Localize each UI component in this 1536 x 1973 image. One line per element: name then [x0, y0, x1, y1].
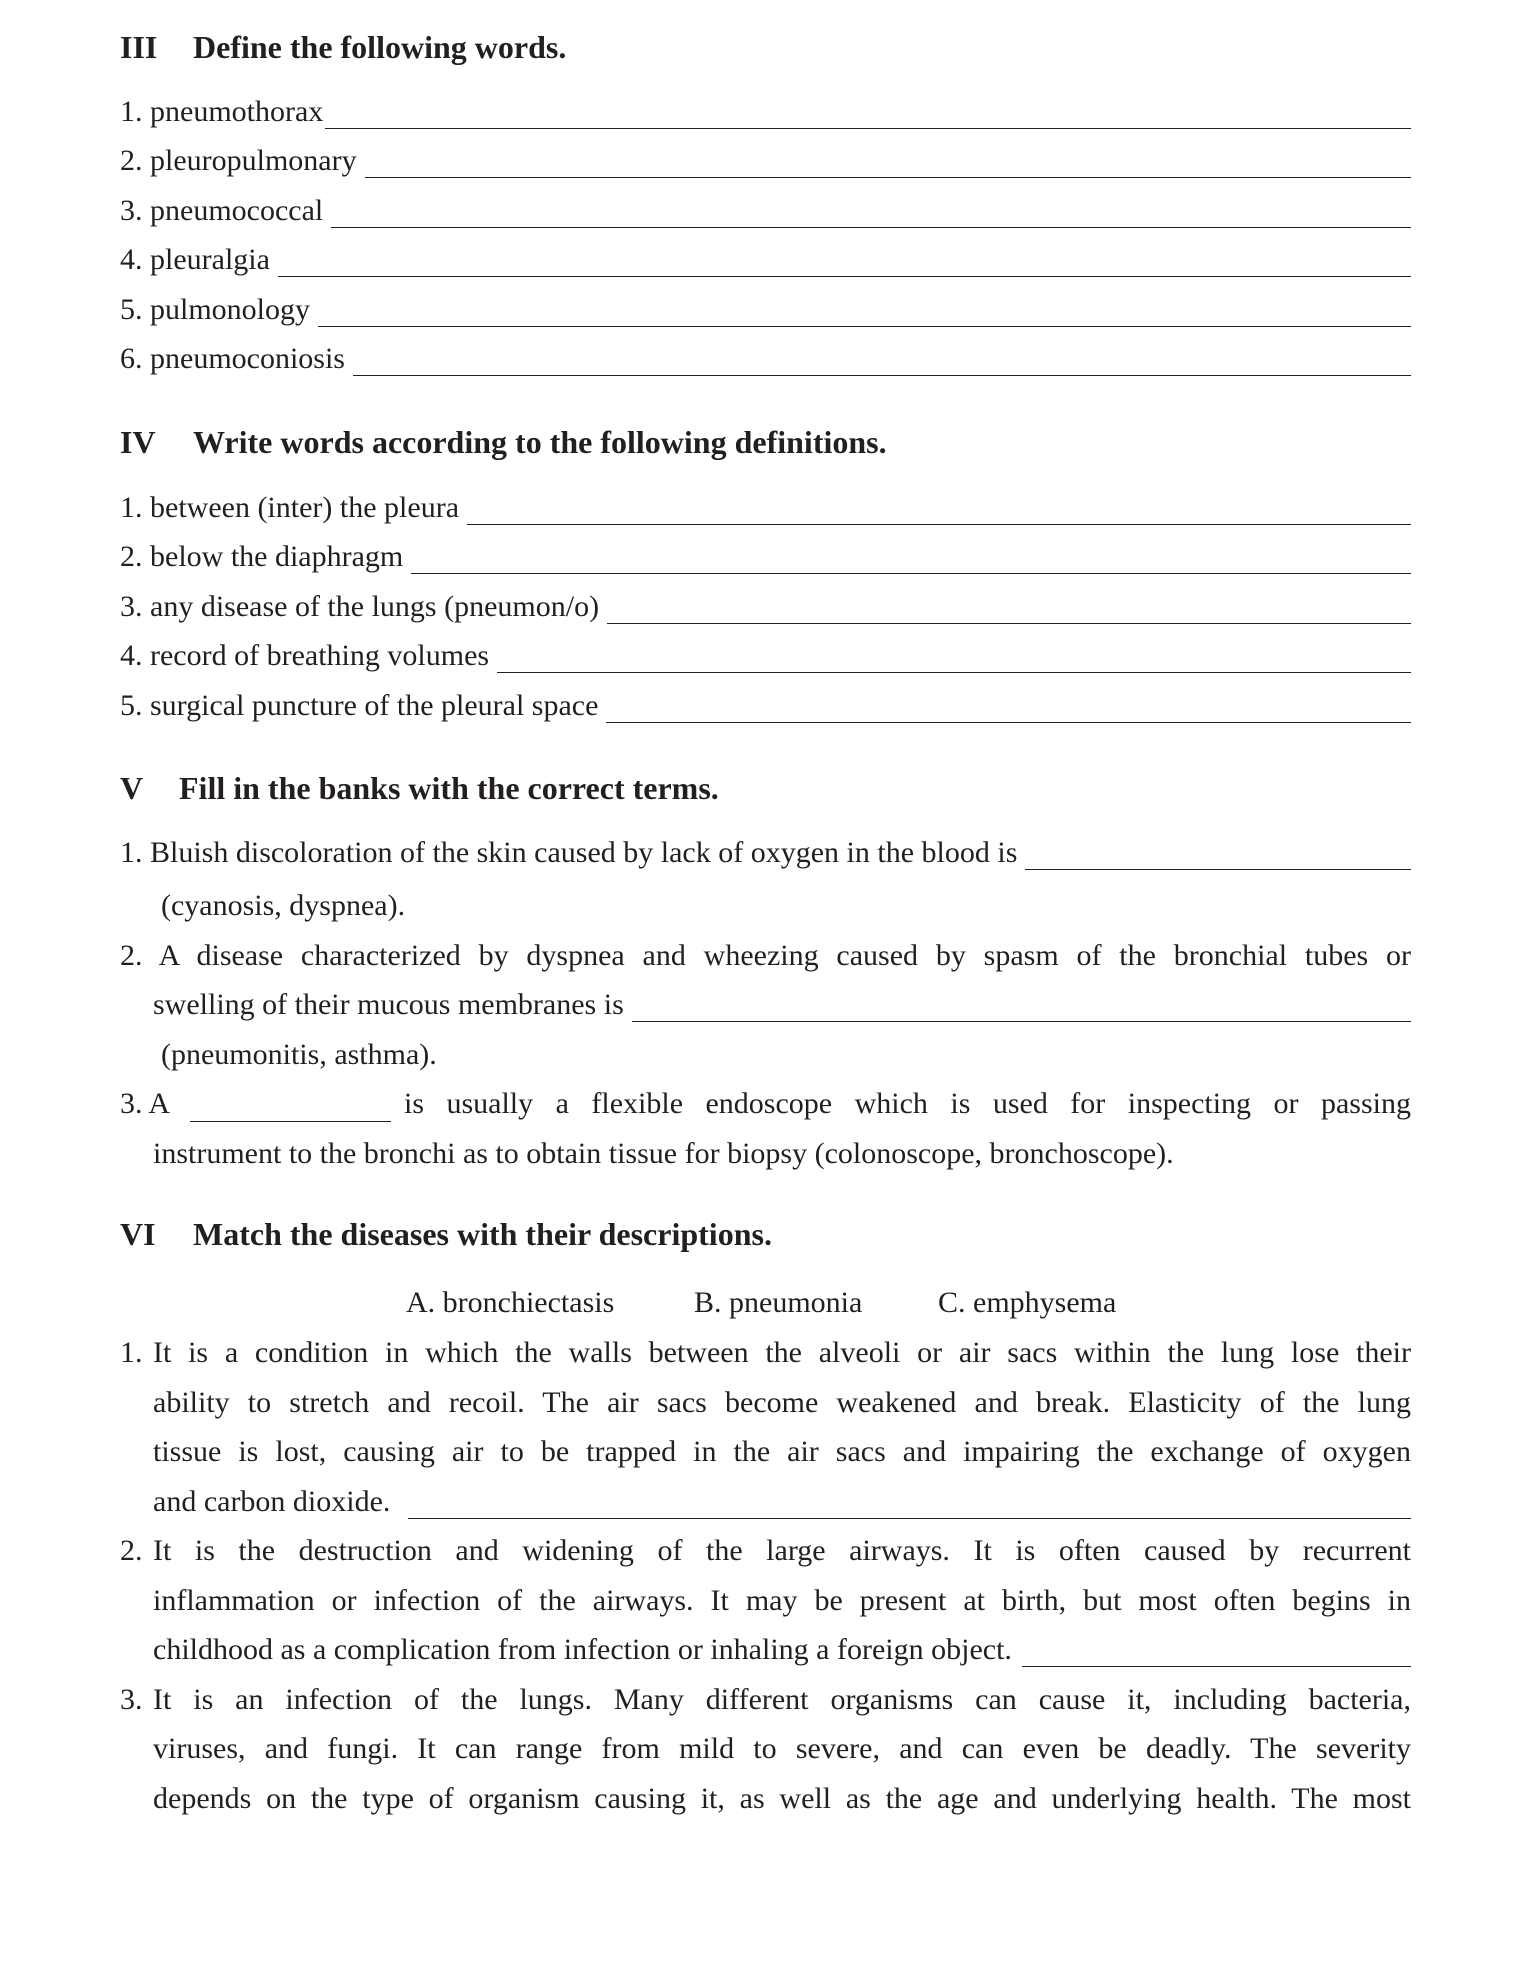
- section-v-number: V: [120, 770, 144, 806]
- fill-question-3-line-1: is usually a flexible endoscope which is used for inspecting or passing: [404, 1087, 1411, 1120]
- fill-question-3-number: 3. A: [120, 1087, 171, 1120]
- match-question-1-number: 1.: [120, 1336, 143, 1369]
- section-v-heading: [120, 768, 1420, 808]
- match-question-1-line-3: tissue is lost, causing air to be trapped in the air sacs and impairing the exchange of oxygen: [153, 1435, 1411, 1468]
- define-item-1: [120, 96, 1411, 136]
- section-iv-number: IV: [120, 424, 156, 460]
- define-item-1-label: 1. pneumothorax: [120, 95, 324, 128]
- define-item-3: [120, 195, 1411, 235]
- fill-question-2-text: swelling of their mucous membranes is: [153, 988, 624, 1021]
- define-item-4-label: 4. pleuralgia: [120, 243, 270, 276]
- section-iii-heading: [120, 27, 1420, 67]
- match-question-2-last: childhood as a complication from infection or inhaling a foreign object.: [153, 1633, 1012, 1666]
- match-option-a: A. bronchiectasis: [406, 1286, 615, 1319]
- match-question-1-last: and carbon dioxide.: [153, 1485, 391, 1518]
- definition-item-5-blank[interactable]: [606, 692, 1411, 723]
- define-item-3-label: 3. pneumococcal: [120, 194, 324, 227]
- match-question-2-blank[interactable]: [1022, 1636, 1411, 1667]
- section-iv-title: Write words according to the following definitions.: [193, 424, 887, 460]
- define-item-6-blank[interactable]: [353, 345, 1411, 376]
- definition-item-1-label: 1. between (inter) the pleura: [120, 491, 460, 524]
- define-item-3-blank[interactable]: [331, 197, 1411, 228]
- match-question-3-line-3: depends on the type of organism causing it, as well as the age and underlying health. The most: [153, 1782, 1411, 1815]
- define-item-2: [120, 145, 1411, 185]
- section-iv-heading: [120, 422, 1420, 462]
- match-question-1-line-1: It is a condition in which the walls between the alveoli or air sacs within the lung lose their: [153, 1336, 1411, 1369]
- match-question-1-line-4: [153, 1482, 1411, 1526]
- definition-item-4-label: 4. record of breathing volumes: [120, 639, 490, 672]
- definition-item-5-label: 5. surgical puncture of the pleural space: [120, 689, 599, 722]
- fill-question-2-choices: (pneumonitis, asthma).: [161, 1038, 437, 1071]
- define-item-5: [120, 294, 1411, 334]
- match-option-c: C. emphysema: [938, 1286, 1117, 1319]
- fill-question-1-text: 1. Bluish discoloration of the skin caused by lack of oxygen in the blood is: [120, 836, 1018, 869]
- match-question-2-line-2: inflammation or infection of the airways. It may be present at birth, but most often begins in: [153, 1584, 1411, 1617]
- section-iii-number: III: [120, 29, 158, 65]
- match-question-3-line-1: It is an infection of the lungs. Many different organisms can cause it, including bacteria,: [153, 1683, 1411, 1716]
- definition-item-2: [120, 541, 1411, 581]
- definition-item-4-blank[interactable]: [497, 642, 1411, 673]
- fill-question-1-choices: (cyanosis, dyspnea).: [161, 889, 406, 922]
- section-vi-heading: [120, 1214, 1420, 1254]
- define-item-5-label: 5. pulmonology: [120, 293, 311, 326]
- match-question-2-line-1: It is the destruction and widening of the large airways. It is often caused by recurrent: [153, 1534, 1411, 1567]
- section-v-title: Fill in the banks with the correct terms.: [179, 770, 719, 806]
- define-item-1-blank[interactable]: [325, 98, 1411, 129]
- define-item-2-label: 2. pleuropulmonary: [120, 144, 357, 177]
- define-item-5-blank[interactable]: [318, 296, 1411, 327]
- definition-item-2-label: 2. below the diaphragm: [120, 540, 404, 573]
- fill-question-2-blank[interactable]: [632, 991, 1411, 1022]
- definition-item-3: [120, 591, 1411, 631]
- match-option-b: B. pneumonia: [694, 1286, 863, 1319]
- definition-item-1-blank[interactable]: [467, 494, 1411, 525]
- match-question-2-line-3: [153, 1630, 1411, 1674]
- match-question-3-line-2: viruses, and fungi. It can range from mild to severe, and can even be deadly. The severity: [153, 1732, 1411, 1765]
- fill-question-3-blank[interactable]: [190, 1093, 391, 1122]
- define-item-4-blank[interactable]: [278, 246, 1411, 277]
- section-vi-number: VI: [120, 1216, 156, 1252]
- match-question-2-number: 2.: [120, 1534, 143, 1567]
- fill-question-1: [120, 837, 1411, 877]
- definition-item-5: [120, 690, 1411, 730]
- fill-question-3-line-2: instrument to the bronchi as to obtain tissue for biopsy (colonoscope, bronchoscope).: [153, 1137, 1174, 1170]
- define-item-4: [120, 244, 1411, 284]
- define-item-6-label: 6. pneumoconiosis: [120, 342, 345, 375]
- definition-item-3-blank[interactable]: [607, 593, 1411, 624]
- fill-question-2-line-2: [153, 985, 1411, 1029]
- definition-item-1: [120, 492, 1411, 532]
- fill-question-2-line-1: 2. A disease characterized by dyspnea and wheezing caused by spasm of the bronchial tubes or: [120, 939, 1411, 972]
- match-question-1-blank[interactable]: [408, 1488, 1411, 1519]
- definition-item-3-label: 3. any disease of the lungs (pneumon/o): [120, 590, 600, 623]
- definition-item-4: [120, 640, 1411, 680]
- define-item-2-blank[interactable]: [365, 147, 1411, 178]
- definition-item-2-blank[interactable]: [411, 543, 1411, 574]
- match-question-3-number: 3.: [120, 1683, 143, 1716]
- section-vi-title: Match the diseases with their descriptions.: [193, 1216, 772, 1252]
- match-question-1-line-2: ability to stretch and recoil. The air sacs become weakened and break. Elasticity of the lung: [153, 1386, 1411, 1419]
- define-item-6: [120, 343, 1411, 383]
- fill-question-1-blank[interactable]: [1025, 839, 1411, 870]
- section-iii-title: Define the following words.: [193, 29, 567, 65]
